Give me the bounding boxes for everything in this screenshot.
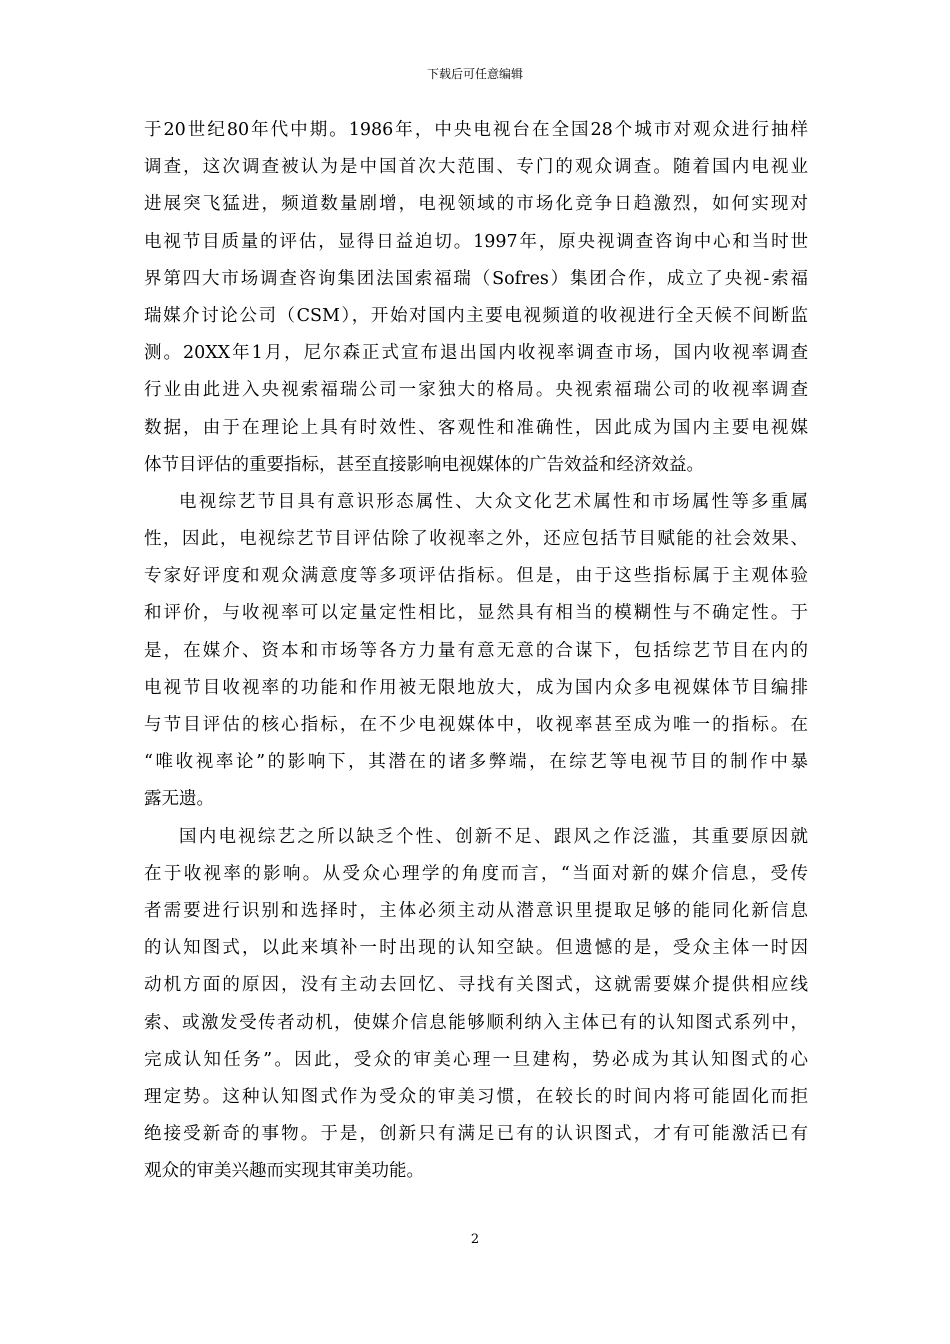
page-header: 下载后可任意编辑 — [426, 67, 523, 81]
page-number: 2 — [470, 1232, 480, 1247]
text-line: 体节目评估的重要指标，甚至直接影响电视媒体的广告效益和经济效益。 — [144, 454, 704, 475]
text-line: 瑞媒介讨论公司（CSM），开始对国内主要电视频道的收视进行全天候不间断监 — [144, 305, 808, 326]
text-line: 行业由此进入央视索福瑞公司一家独大的格局。央视索福瑞公司的收视率调查 — [144, 380, 808, 401]
text-line: 数据，由于在理论上具有时效性、客观性和准确性，因此成为国内主要电视媒 — [144, 417, 808, 438]
text-line: 在于收视率的影响。从受众心理学的角度而言，“当面对新的媒介信息，受传 — [144, 863, 808, 884]
text-line: 与节目评估的核心指标，在不少电视媒体中，收视率甚至成为唯一的指标。在 — [144, 715, 808, 735]
text-line: 理定势。这种认知图式作为受众的审美习惯，在较长的时间内将可能固化而拒 — [144, 1086, 808, 1107]
text-line: 于20世纪80年代中期。1986年，中央电视台在全国28个城市对观众进行抽样 — [144, 120, 808, 140]
text-line: 动机方面的原因，没有主动去回忆、寻找有关图式，这就需要媒介提供相应线 — [144, 975, 808, 996]
text-line: 国内电视综艺之所以缺乏个性、创新不足、跟风之作泛滥，其重要原因就 — [179, 826, 808, 847]
text-line: 调查，这次调查被认为是中国首次大范围、专门的观众调查。随着国内电视业 — [144, 157, 808, 178]
text-line: 电视综艺节目具有意识形态属性、大众文化艺术属性和市场属性等多重属 — [179, 491, 808, 512]
text-line: 专家好评度和观众满意度等多项评估指标。但是，由于这些指标属于主观体验 — [144, 566, 808, 587]
text-line: 电视节目质量的评估，显得日益迫切。1997年，原央视调查咨询中心和当时世 — [144, 231, 808, 252]
text-line: “唯收视率论”的影响下，其潜在的诸多弊端，在综艺等电视节目的制作中暴 — [144, 752, 808, 773]
text-line: 索、或激发受传者动机，使媒介信息能够顺利纳入主体已有的认知图式系列中， — [144, 1012, 808, 1033]
paragraph-2 — [144, 484, 808, 819]
text-line: 观众的审美兴趣而实现其审美功能。 — [144, 1161, 424, 1182]
text-line: 测。20XX年1月，尼尔森正式宣布退出国内收视率调查市场，国内收视率调查 — [144, 343, 808, 364]
text-line: 是，在媒介、资本和市场等各方力量有意无意的合谋下，包括综艺节目在内的 — [144, 640, 808, 661]
text-line: 界第四大市场调查咨询集团法国索福瑞（Sofres）集团合作，成立了央视-索福 — [144, 268, 808, 289]
text-line: 性，因此，电视综艺节目评估除了收视率之外，还应包括节目赋能的社会效果、 — [144, 529, 808, 550]
paragraph-1 — [144, 112, 808, 484]
text-line: 完成认知任务”。因此，受众的审美心理一旦建构，势必成为其认知图式的心 — [144, 1049, 808, 1070]
text-line: 者需要进行识别和选择时，主体必须主动从潜意识里提取足够的能同化新信息 — [144, 900, 808, 921]
document-body — [144, 112, 808, 1190]
text-line: 绝接受新奇的事物。于是，创新只有满足已有的认识图式，才有可能激活已有 — [144, 1124, 808, 1145]
text-line: 进展突飞猛进，频道数量剧增，电视领域的市场化竞争日趋激烈，如何实现对 — [144, 194, 808, 215]
paragraph-3 — [144, 819, 808, 1191]
text-line: 和评价，与收视率可以定量定性相比，显然具有相当的模糊性与不确定性。于 — [144, 603, 808, 624]
text-line: 露无遗。 — [144, 789, 214, 810]
text-line: 的认知图式，以此来填补一时出现的认知空缺。但遗憾的是，受众主体一时因 — [144, 938, 808, 959]
text-line: 电视节目收视率的功能和作用被无限地放大，成为国内众多电视媒体节目编排 — [144, 677, 808, 698]
